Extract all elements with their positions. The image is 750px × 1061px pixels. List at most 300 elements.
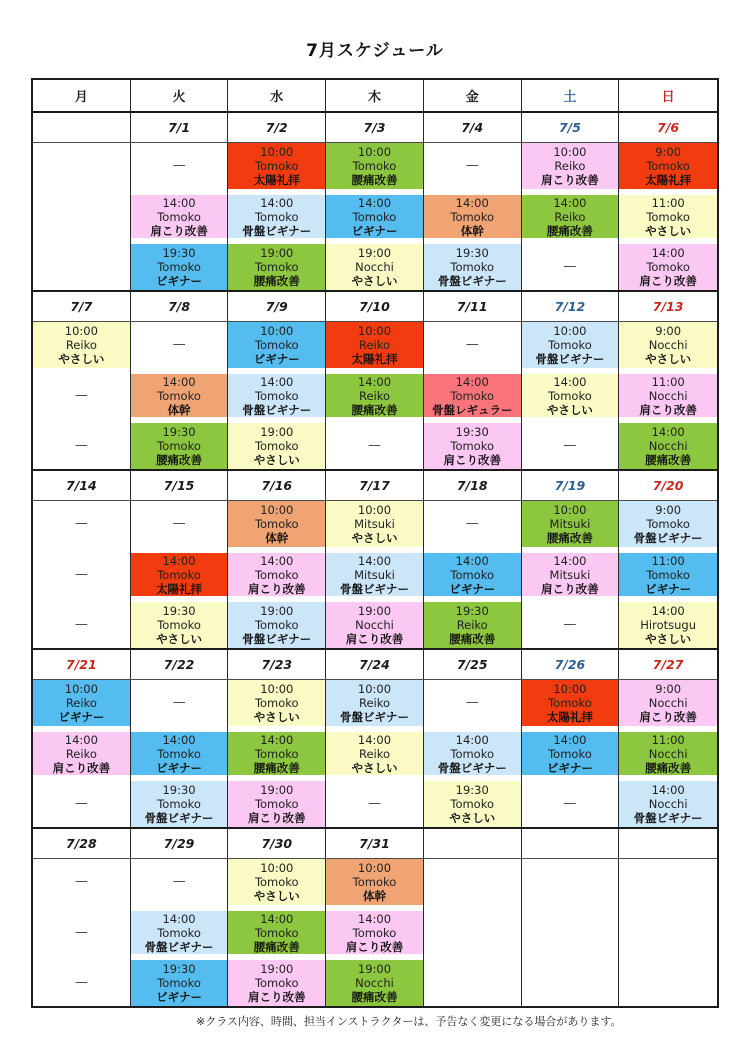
class-instructor: Nocchi [648, 439, 688, 453]
class-row [33, 241, 717, 290]
class-name: 骨盤レギュラー [431, 402, 513, 417]
class-name: 骨盤ビギナー [339, 710, 409, 724]
date-cell: 7/4 [424, 113, 522, 142]
class-row [33, 192, 717, 241]
class-name: 骨盤ビギナー [242, 632, 312, 646]
class-cell [326, 501, 424, 550]
class-cell [326, 192, 424, 241]
class-name: 肩こり改善 [639, 274, 697, 288]
class-time: 19:00 [357, 962, 392, 976]
no-class-dash: — [172, 874, 186, 889]
class-cell [131, 241, 229, 290]
class-instructor: Tomoko [548, 746, 592, 761]
date-row [33, 829, 717, 859]
class-row [33, 599, 717, 648]
class-time: 10:00 [357, 861, 392, 875]
no-class-cell [522, 420, 620, 469]
empty-cell [424, 859, 522, 908]
class-cell [228, 859, 326, 908]
class-instructor: Tomoko [157, 439, 201, 453]
class-time: 14:00 [162, 911, 196, 926]
date-cell: 7/15 [131, 471, 229, 500]
class-instructor: Reiko [358, 338, 390, 352]
day-header-sun: 日 [661, 90, 675, 105]
class-slot [131, 374, 228, 417]
class-cell [326, 241, 424, 290]
class-name: 骨盤ビギナー [339, 581, 409, 596]
class-time: 19:30 [162, 425, 196, 439]
class-cell [33, 680, 131, 729]
class-name: 肩こり改善 [150, 223, 208, 238]
class-slot [522, 553, 619, 596]
class-name: 骨盤ビギナー [437, 274, 507, 288]
class-time: 14:00 [260, 374, 294, 389]
date-cell: 7/17 [326, 471, 424, 500]
date-cell: 7/8 [131, 292, 229, 321]
date-cell: 7/2 [228, 113, 326, 142]
class-name: やさしい [645, 632, 692, 646]
class-instructor: Nocchi [355, 618, 394, 632]
class-instructor: Reiko [456, 618, 488, 632]
class-instructor: Tomoko [352, 875, 397, 889]
class-name: 腰痛改善 [253, 760, 300, 775]
class-name: 腰痛改善 [351, 402, 398, 417]
class-time: 19:30 [455, 783, 489, 797]
day-header-wed: 水 [228, 80, 326, 111]
class-instructor: Mitsuki [549, 567, 591, 582]
class-slot [228, 244, 325, 290]
no-class-dash: — [465, 337, 479, 352]
no-class-cell [33, 908, 131, 957]
class-time: 19:30 [455, 246, 489, 260]
class-slot [228, 859, 325, 905]
empty-cell [33, 143, 131, 192]
class-instructor: Nocchi [648, 388, 688, 403]
week-block [33, 650, 717, 829]
class-name: やさしい [351, 531, 398, 545]
class-instructor: Tomoko [450, 797, 495, 811]
class-time: 19:00 [357, 604, 392, 618]
class-slot [131, 244, 228, 290]
class-instructor: Tomoko [254, 517, 299, 531]
class-instructor: Tomoko [254, 618, 299, 632]
class-time: 14:00 [357, 195, 392, 210]
class-instructor: Mitsuki [549, 517, 591, 531]
class-slot [619, 322, 717, 368]
class-name: 太陽礼拝 [546, 710, 593, 724]
no-class-dash: — [74, 924, 88, 940]
class-row [33, 550, 717, 599]
no-class-dash: — [465, 516, 479, 531]
class-instructor: Tomoko [157, 797, 201, 811]
empty-cell [424, 957, 522, 1006]
class-cell [326, 859, 424, 908]
date-cell: 7/5 [522, 113, 620, 142]
class-name: やさしい [156, 632, 203, 646]
class-instructor: Reiko [65, 746, 97, 761]
class-slot [326, 195, 423, 238]
class-name: ビギナー [253, 352, 300, 366]
class-slot [228, 374, 325, 417]
class-time: 14:00 [553, 195, 587, 210]
class-cell [522, 501, 620, 550]
class-instructor: Tomoko [254, 797, 299, 811]
no-class-cell [424, 322, 522, 371]
class-cell [424, 729, 522, 778]
date-row [33, 471, 717, 501]
date-cell: 7/11 [424, 292, 522, 321]
date-cell: 7/25 [424, 650, 522, 679]
no-class-dash: — [172, 516, 186, 531]
class-cell [228, 680, 326, 729]
class-cell [424, 599, 522, 648]
class-slot [424, 602, 521, 648]
class-cell [33, 729, 131, 778]
class-row [33, 143, 717, 192]
class-row [33, 957, 717, 1006]
class-cell [326, 143, 424, 192]
class-instructor: Tomoko [450, 567, 495, 582]
class-name: 腰痛改善 [645, 453, 692, 467]
date-row [33, 292, 717, 322]
class-time: 10:00 [553, 503, 587, 517]
class-slot [424, 374, 521, 417]
empty-cell [522, 859, 620, 908]
class-slot [619, 553, 717, 596]
class-name: 骨盤ビギナー [437, 760, 507, 775]
class-time: 14:00 [357, 911, 392, 926]
class-slot [424, 781, 521, 827]
no-class-cell [33, 501, 131, 550]
class-cell [326, 729, 424, 778]
class-slot [326, 911, 423, 954]
class-name: やさしい [58, 352, 105, 366]
no-class-dash: — [563, 796, 577, 811]
no-class-dash: — [74, 975, 88, 990]
no-class-dash: — [172, 337, 186, 352]
class-cell [326, 680, 424, 729]
class-name: 太陽礼拝 [156, 581, 203, 596]
class-name: 肩こり改善 [541, 581, 599, 596]
no-class-dash: — [172, 158, 186, 173]
class-cell [326, 322, 424, 371]
empty-date-cell [522, 829, 620, 858]
class-slot [522, 322, 619, 368]
class-name: 太陽礼拝 [253, 173, 300, 187]
class-time: 14:00 [162, 374, 196, 389]
class-cell [424, 550, 522, 599]
class-name: 体幹 [362, 889, 386, 903]
class-cell [424, 371, 522, 420]
class-instructor: Tomoko [450, 439, 495, 453]
class-slot [326, 553, 423, 596]
class-time: 19:30 [162, 604, 196, 618]
no-class-cell [33, 957, 131, 1006]
class-row [33, 859, 717, 908]
class-instructor: Tomoko [352, 209, 397, 224]
no-class-dash: — [74, 387, 88, 403]
class-cell [619, 143, 717, 192]
class-slot [619, 244, 717, 290]
class-slot [131, 911, 228, 954]
class-slot [522, 732, 619, 775]
class-instructor: Nocchi [355, 976, 394, 990]
empty-cell [522, 908, 620, 957]
class-time: 14:00 [260, 732, 294, 747]
no-class-cell [424, 143, 522, 192]
class-row [33, 420, 717, 469]
class-cell [228, 908, 326, 957]
class-cell [619, 192, 717, 241]
class-name: やさしい [253, 453, 300, 467]
no-class-cell [33, 550, 131, 599]
date-cell: 7/21 [33, 650, 131, 679]
class-cell [228, 322, 326, 371]
week-block [33, 292, 717, 471]
class-name: やさしい [351, 274, 398, 288]
no-class-dash: — [563, 438, 577, 453]
class-slot [228, 322, 325, 368]
class-instructor: Tomoko [646, 517, 690, 531]
date-cell: 7/30 [228, 829, 326, 858]
class-instructor: Reiko [554, 159, 586, 173]
class-name: 肩こり改善 [345, 939, 404, 954]
class-cell [131, 778, 229, 827]
class-time: 14:00 [64, 732, 98, 747]
class-instructor: Nocchi [355, 260, 394, 274]
class-instructor: Tomoko [548, 338, 592, 352]
class-cell [228, 371, 326, 420]
class-time: 14:00 [162, 732, 196, 747]
class-name: 太陽礼拝 [351, 352, 398, 366]
class-row [33, 322, 717, 371]
class-slot [228, 143, 325, 189]
class-instructor: Tomoko [157, 618, 201, 632]
class-instructor: Tomoko [450, 209, 495, 224]
no-class-dash: — [367, 438, 381, 453]
class-name: 腰痛改善 [351, 990, 398, 1004]
no-class-cell [522, 241, 620, 290]
class-time: 10:00 [260, 145, 294, 159]
schedule-table [31, 78, 719, 1008]
class-slot [326, 602, 423, 648]
class-instructor: Tomoko [352, 159, 397, 173]
class-time: 14:00 [455, 374, 489, 389]
class-cell [326, 550, 424, 599]
date-cell: 7/24 [326, 650, 424, 679]
class-time: 10:00 [357, 324, 392, 338]
class-name: ビギナー [156, 760, 203, 775]
class-name: ビギナー [546, 760, 593, 775]
class-cell [33, 322, 131, 371]
class-instructor: Tomoko [254, 976, 299, 990]
no-class-cell [424, 501, 522, 550]
class-slot [326, 501, 423, 547]
class-cell [424, 420, 522, 469]
day-header-sat: 土 [522, 80, 620, 111]
class-time: 14:00 [162, 553, 196, 568]
class-time: 14:00 [357, 374, 392, 389]
class-time: 10:00 [260, 861, 294, 875]
no-class-dash: — [465, 158, 479, 173]
class-time: 14:00 [260, 553, 294, 568]
no-class-cell [131, 143, 229, 192]
class-instructor: Reiko [358, 696, 390, 710]
class-name: 太陽礼拝 [645, 173, 692, 187]
class-slot [326, 732, 423, 775]
no-class-cell [131, 322, 229, 371]
class-time: 14:00 [455, 553, 489, 568]
class-cell [424, 778, 522, 827]
class-cell [131, 957, 229, 1006]
date-cell: 7/27 [652, 657, 684, 672]
class-row [33, 371, 717, 420]
class-instructor: Reiko [65, 696, 97, 710]
class-name: 腰痛改善 [546, 531, 593, 545]
no-class-cell [326, 778, 424, 827]
class-time: 19:00 [260, 246, 294, 260]
class-name: 肩こり改善 [248, 581, 306, 596]
class-time: 9:00 [655, 324, 682, 338]
class-cell [619, 420, 717, 469]
class-slot [326, 680, 423, 726]
class-row [33, 680, 717, 729]
class-instructor: Reiko [358, 388, 390, 403]
class-time: 19:30 [455, 425, 489, 439]
class-time: 19:00 [260, 604, 294, 618]
class-instructor: Tomoko [646, 209, 690, 224]
class-name: ビギナー [645, 581, 692, 596]
class-name: 骨盤ビギナー [242, 223, 312, 238]
class-slot [424, 244, 521, 290]
class-slot [228, 960, 325, 1006]
class-slot [619, 732, 717, 775]
class-slot [619, 374, 717, 417]
date-cell: 7/14 [33, 471, 131, 500]
class-name: 肩こり改善 [639, 402, 697, 417]
class-instructor: Tomoko [450, 260, 495, 274]
class-slot [424, 195, 521, 238]
class-cell [619, 241, 717, 290]
date-cell: 7/20 [652, 478, 684, 493]
class-slot [131, 960, 228, 1006]
class-name: 骨盤ビギナー [242, 402, 312, 417]
class-cell [228, 420, 326, 469]
class-cell [424, 241, 522, 290]
class-instructor: Tomoko [254, 260, 299, 274]
class-cell [228, 241, 326, 290]
day-header-thu: 木 [326, 80, 424, 111]
class-instructor: Tomoko [157, 260, 201, 274]
class-cell [228, 143, 326, 192]
class-cell [619, 680, 717, 729]
class-slot [424, 732, 521, 775]
class-time: 9:00 [655, 682, 682, 696]
class-name: ビギナー [156, 990, 203, 1004]
class-cell [619, 501, 717, 550]
class-cell [131, 550, 229, 599]
class-time: 14:00 [651, 425, 685, 439]
date-cell: 7/3 [326, 113, 424, 142]
day-header-fri: 金 [424, 80, 522, 111]
date-cell: 7/12 [522, 292, 620, 321]
date-cell: 7/6 [657, 120, 680, 135]
class-slot [326, 960, 423, 1006]
class-instructor: Tomoko [548, 696, 592, 710]
class-time: 19:00 [260, 962, 294, 976]
date-cell: 7/31 [326, 829, 424, 858]
class-name: やさしい [253, 710, 300, 724]
no-class-cell [522, 778, 620, 827]
class-name: ビギナー [449, 581, 496, 596]
class-time: 19:00 [260, 425, 294, 439]
class-time: 11:00 [651, 553, 685, 568]
class-slot [228, 911, 325, 954]
no-class-cell [131, 680, 229, 729]
class-time: 9:00 [655, 145, 682, 159]
class-cell [522, 680, 620, 729]
no-class-dash: — [74, 516, 88, 531]
date-cell: 7/26 [522, 650, 620, 679]
class-name: 腰痛改善 [546, 223, 593, 238]
class-name: 骨盤ビギナー [144, 811, 214, 825]
week-block [33, 471, 717, 650]
empty-date-cell [424, 829, 522, 858]
class-time: 10:00 [260, 503, 294, 517]
class-cell [131, 192, 229, 241]
page-title: 7月スケジュール [306, 41, 444, 61]
class-slot [131, 195, 228, 238]
class-cell [228, 599, 326, 648]
class-instructor: Mitsuki [354, 517, 395, 531]
class-name: やさしい [546, 402, 593, 417]
no-class-cell [33, 371, 131, 420]
class-name: 肩こり改善 [345, 632, 404, 646]
class-cell [619, 599, 717, 648]
class-instructor: Tomoko [646, 567, 690, 582]
class-instructor: Reiko [554, 209, 586, 224]
class-name: 腰痛改善 [449, 632, 496, 646]
no-class-cell [33, 420, 131, 469]
class-slot [326, 859, 423, 905]
class-name: やさしい [645, 352, 692, 366]
no-class-dash: — [74, 617, 88, 632]
class-instructor: Tomoko [450, 746, 495, 761]
no-class-dash: — [465, 695, 479, 710]
date-cell: 7/10 [326, 292, 424, 321]
class-slot [131, 732, 228, 775]
no-class-dash: — [74, 874, 88, 889]
class-name: やさしい [253, 889, 300, 903]
class-cell [326, 957, 424, 1006]
no-class-cell [33, 859, 131, 908]
day-header-tue: 火 [131, 80, 229, 111]
class-name: やさしい [351, 760, 398, 775]
class-time: 10:00 [64, 682, 98, 696]
class-time: 14:00 [260, 195, 294, 210]
class-cell [619, 778, 717, 827]
class-cell [131, 908, 229, 957]
class-name: 肩こり改善 [248, 811, 306, 825]
week-block [33, 113, 717, 292]
class-slot [424, 553, 521, 596]
class-instructor: Nocchi [648, 338, 688, 352]
class-cell [326, 908, 424, 957]
class-slot [33, 732, 130, 775]
empty-cell [522, 957, 620, 1006]
class-cell [619, 729, 717, 778]
class-slot [228, 680, 325, 726]
